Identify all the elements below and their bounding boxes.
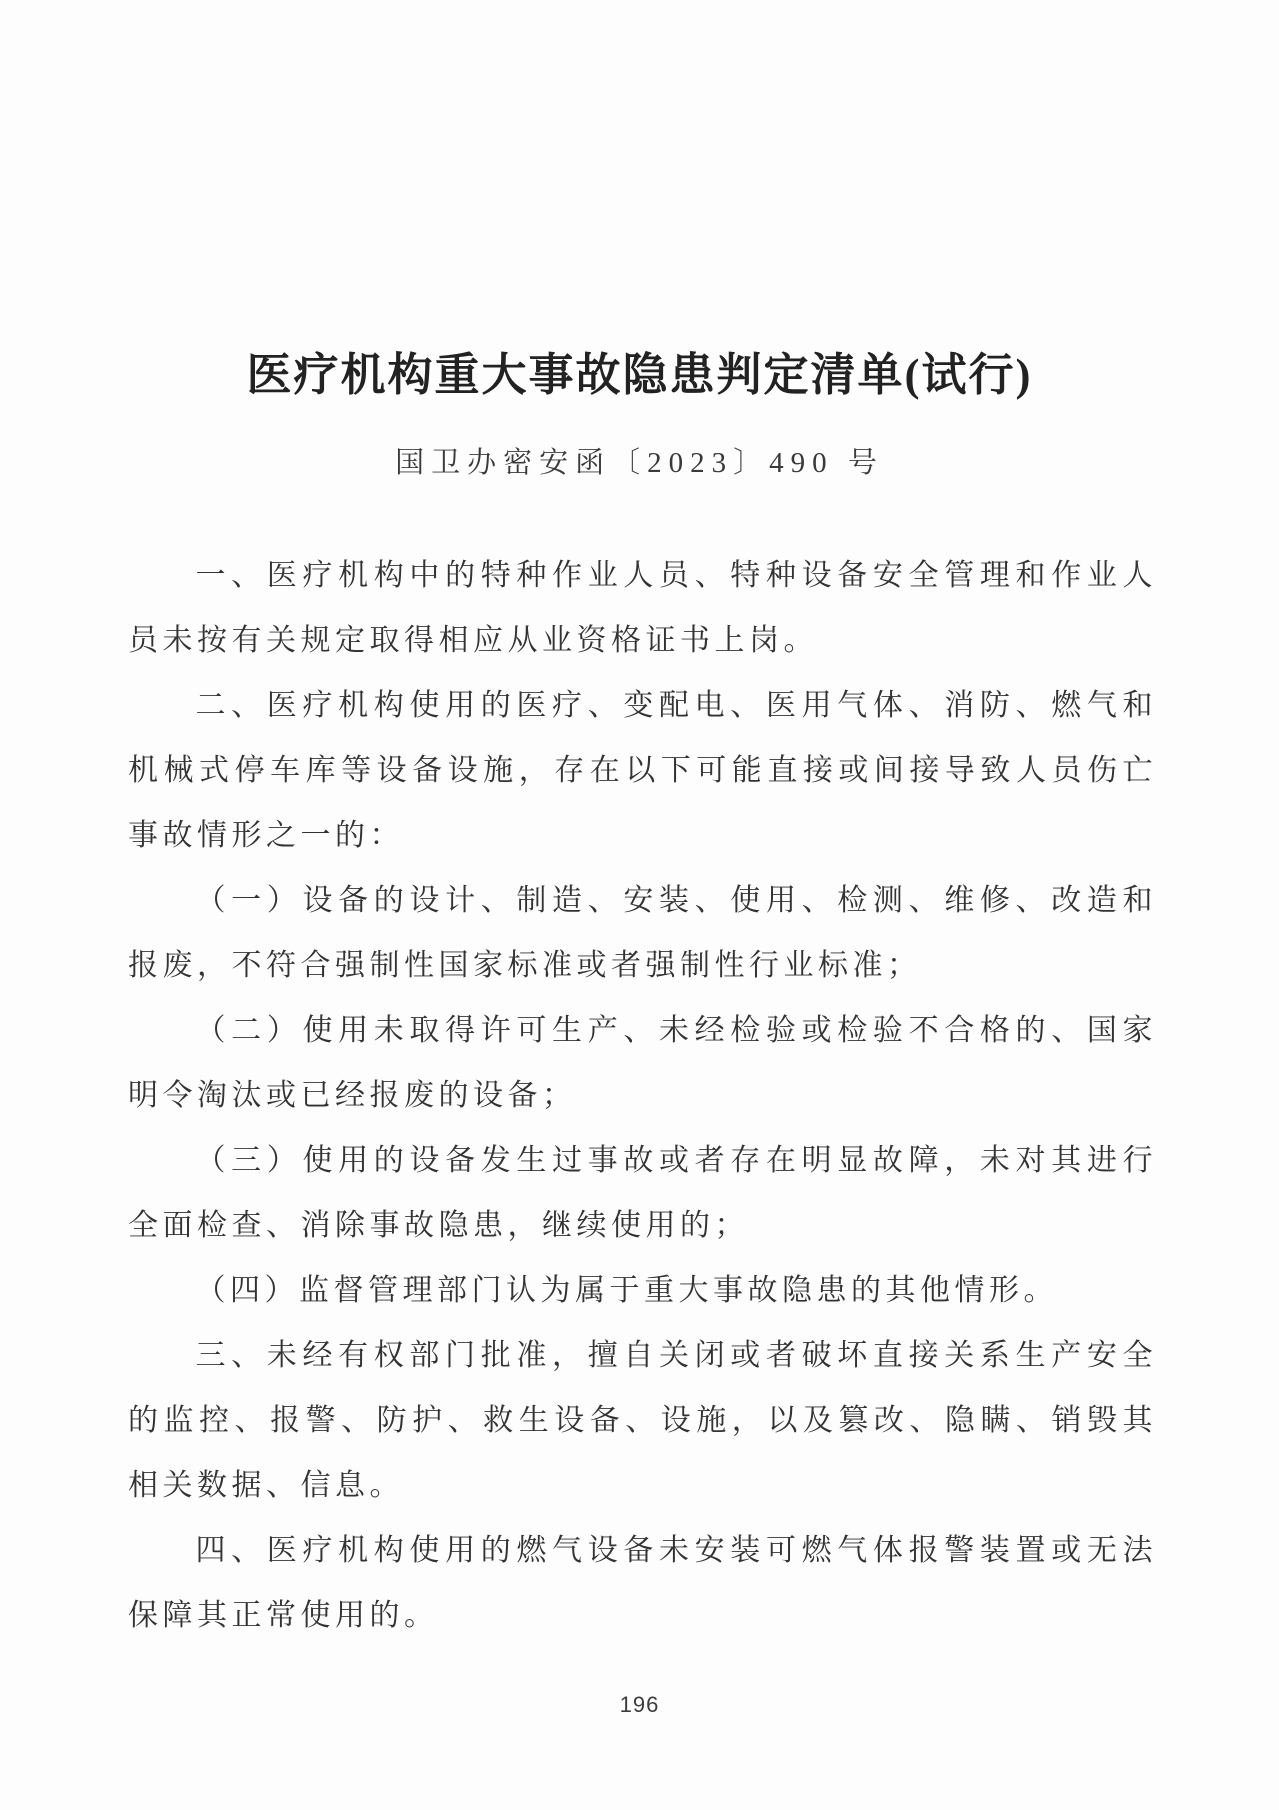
paragraph: 一、医疗机构中的特种作业人员、特种设备安全管理和作业人员未按有关规定取得相应从业资格证书上岗。 [128, 559, 1157, 657]
paragraph: （二）使用未取得许可生产、未经检验或检验不合格的、国家明令淘汰或已经报废的设备； [128, 1014, 1157, 1112]
paragraph: 三、未经有权部门批准，擅自关闭或者破坏直接关系生产安全的监控、报警、防护、救生设备、设施，以及篡改、隐瞒、销毁其相关数据、信息。 [128, 1339, 1157, 1502]
paragraph: （四）监督管理部门认为属于重大事故隐患的其他情形。 [195, 1274, 1058, 1307]
document-number: 国卫办密安函〔2023〕490 号 [395, 447, 884, 479]
document-title: 医疗机构重大事故隐患判定清单(试行) [246, 350, 1033, 400]
paragraph: 四、医疗机构使用的燃气设备未安装可燃气体报警装置或无法保障其正常使用的。 [128, 1534, 1157, 1632]
paragraph: 二、医疗机构使用的医疗、变配电、医用气体、消防、燃气和机械式停车库等设备设施，存在以下可能直接或间接导致人员伤亡事故情形之一的： [128, 689, 1157, 852]
page-number: 196 [619, 1692, 660, 1717]
document-body [128, 543, 1157, 1648]
paragraph: （三）使用的设备发生过事故或者存在明显故障，未对其进行全面检查、消除事故隐患，继续使用的； [128, 1144, 1157, 1242]
paragraph: （一）设备的设计、制造、安装、使用、检测、维修、改造和报废，不符合强制性国家标准或者强制性行业标准； [128, 884, 1157, 982]
